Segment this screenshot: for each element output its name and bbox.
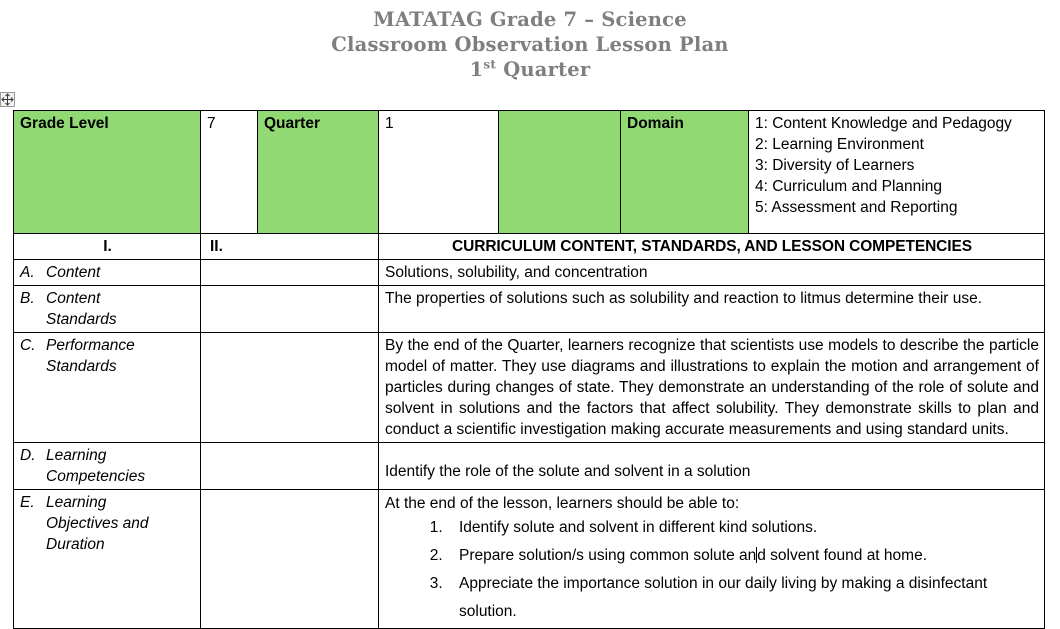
lesson-plan-table (13, 110, 1045, 629)
cell-grade-level-value[interactable] (201, 111, 258, 234)
grade-level-label: Grade Level (20, 115, 109, 132)
lesson-plan-table-wrapper (13, 110, 1044, 629)
label-content-standards-text: Content Standards (46, 290, 117, 328)
performance-standards-text: By the end of the Quarter, learners recognize that scientists use models to describe the particle model of matter. They use diagrams and illustrations to explain the motion and arrangement of particles during changes of state. They demonstrate an understanding of the role of solute and solvent in solutions and the factors that affect solubility. They demonstrate skills to plan and conduct a scientific investigation making accurate measurements and using standard units. (385, 337, 1039, 438)
quarter-value: 1 (385, 115, 394, 132)
label-content (14, 260, 201, 286)
section-title: CURRICULUM CONTENT, STANDARDS, AND LESSON COMPETENCIES (379, 234, 1045, 260)
label-performance-standards-text: Performance Standards (46, 337, 135, 375)
content-standards-text: The properties of solutions such as solubility and reaction to litmus determine their use. (385, 290, 983, 307)
cell-domain-label (621, 111, 749, 234)
cell-header-spacer (499, 111, 621, 234)
cell-content-standards-value[interactable] (379, 286, 1045, 333)
row-content-standards (14, 286, 1045, 333)
domain-item-2: 2: Learning Environment (755, 136, 924, 153)
label-learning-objectives-text: Learning Objectives and Duration (46, 494, 149, 553)
quarter-word: Quarter (503, 58, 591, 81)
cell-learning-competencies-spacer (201, 443, 379, 490)
learning-competencies-text: Identify the role of the solute and solvent in a solution (385, 463, 751, 480)
label-learning-objectives-letter: E. (20, 494, 35, 511)
table-move-handle-icon[interactable] (0, 92, 15, 107)
row-learning-objectives (14, 490, 1045, 629)
quarter-number: 1 (469, 58, 484, 81)
quarter-label: Quarter (264, 115, 320, 132)
label-learning-competencies-letter: D. (20, 447, 36, 464)
label-learning-competencies-text: Learning Competencies (46, 447, 146, 485)
objective-2-after-caret: d solvent found at home. (757, 547, 928, 564)
learning-objectives-list (385, 514, 1039, 626)
title-line-3 (0, 57, 1060, 82)
domain-item-1: 1: Content Knowledge and Pedagogy (755, 115, 1012, 132)
title-line-2: Classroom Observation Lesson Plan (331, 33, 729, 56)
domain-item-3: 3: Diversity of Learners (755, 157, 915, 174)
cell-learning-objectives-spacer (201, 490, 379, 629)
cell-content-standards-spacer (201, 286, 379, 333)
domain-item-5: 5: Assessment and Reporting (755, 199, 958, 216)
label-content-letter: A. (20, 264, 35, 281)
quarter-ordinal-suffix: st (483, 57, 497, 72)
content-text: Solutions, solubility, and concentration (385, 264, 648, 281)
domain-item-4: 4: Curriculum and Planning (755, 178, 942, 195)
label-content-standards (14, 286, 201, 333)
label-learning-objectives (14, 490, 201, 629)
list-item: 3. Appreciate the importance solution in our daily living by making a disinfectant solution. (447, 570, 1039, 626)
cell-quarter-label (258, 111, 379, 234)
cell-learning-competencies-value[interactable] (379, 443, 1045, 490)
title-line-1: MATATAG Grade 7 – Science (373, 8, 687, 31)
table-header-row (14, 111, 1045, 234)
section-numeral-right: II. (201, 234, 379, 260)
cell-learning-objectives-value[interactable] (379, 490, 1045, 629)
label-content-standards-letter: B. (20, 290, 35, 307)
list-item (447, 542, 1039, 570)
learning-objectives-intro: At the end of the lesson, learners should be able to: (385, 495, 740, 512)
cell-quarter-value[interactable] (379, 111, 499, 234)
row-content (14, 260, 1045, 286)
cell-grade-level-label (14, 111, 201, 234)
section-numeral-left: I. (14, 234, 201, 260)
label-performance-standards-letter: C. (20, 337, 36, 354)
label-learning-competencies (14, 443, 201, 490)
grade-level-value: 7 (207, 115, 216, 132)
row-learning-competencies (14, 443, 1045, 490)
cell-content-value[interactable] (379, 260, 1045, 286)
cell-performance-standards-spacer (201, 333, 379, 443)
cell-domain-list[interactable] (749, 111, 1045, 234)
cell-performance-standards-value[interactable] (379, 333, 1045, 443)
section-header-row (14, 234, 1045, 260)
list-item: 1. Identify solute and solvent in different kind solutions. (447, 514, 1039, 542)
cell-content-spacer (201, 260, 379, 286)
row-performance-standards (14, 333, 1045, 443)
objective-2-before-caret: Prepare solution/s using common solute an (459, 547, 757, 564)
document-title (0, 0, 1060, 82)
domain-label: Domain (627, 115, 684, 132)
label-performance-standards (14, 333, 201, 443)
label-content-text: Content (46, 264, 101, 281)
